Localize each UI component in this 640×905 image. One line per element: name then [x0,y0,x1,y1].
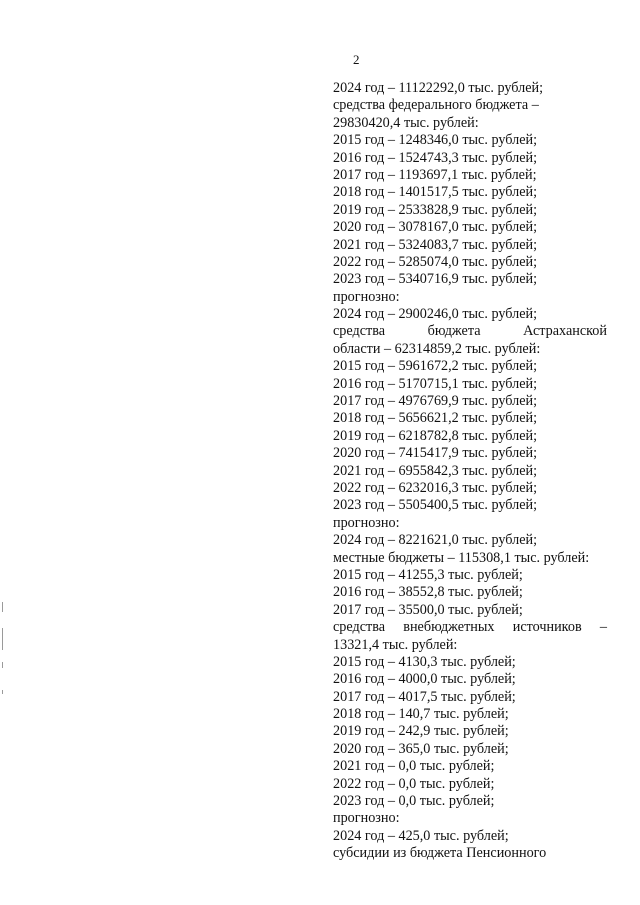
text-line: 2019 год – 2533828,9 тыс. рублей; [333,201,538,218]
text-line: прогнозно: [333,288,400,305]
text-line: 2021 год – 5324083,7 тыс. рублей; [333,236,538,253]
word: средства [333,323,386,340]
word: – [599,619,607,636]
text-line: 2021 год – 0,0 тыс. рублей; [333,758,495,775]
text-line: 2017 год – 35500,0 тыс. рублей; [333,601,523,618]
text-line: 2015 год – 4130,3 тыс. рублей; [333,653,516,670]
scan-artifact [2,662,3,668]
text-line: 2022 год – 6232016,3 тыс. рублей; [333,479,538,496]
text-line: прогнозно: [333,810,400,827]
text-line: 2024 год – 425,0 тыс. рублей; [333,827,509,844]
text-line: местные бюджеты – 115308,1 тыс. рублей: [333,549,590,566]
text-line: 2022 год – 0,0 тыс. рублей; [333,775,495,792]
text-line: 2020 год – 3078167,0 тыс. рублей; [333,219,538,236]
text-line: 2020 год – 365,0 тыс. рублей; [333,740,509,757]
word: бюджета [427,323,481,340]
text-line: 2015 год – 1248346,0 тыс. рублей; [333,132,538,149]
text-line: 2016 год – 5170715,1 тыс. рублей; [333,375,538,392]
text-line: 2015 год – 41255,3 тыс. рублей; [333,566,523,583]
text-line: 2021 год – 6955842,3 тыс. рублей; [333,462,538,479]
text-line: 2018 год – 1401517,5 тыс. рублей; [333,184,538,201]
text-line: 2016 год – 4000,0 тыс. рублей; [333,671,516,688]
page-number: 2 [353,52,360,67]
word: источников [512,619,582,636]
word: внебюджетных [403,619,495,636]
text-line: субсидии из бюджета Пенсионного [333,845,547,862]
text-line: 2017 год – 1193697,1 тыс. рублей; [333,166,537,183]
text-line: 2024 год – 8221621,0 тыс. рублей; [333,532,538,549]
word: средства [333,619,386,636]
text-line: 2020 год – 7415417,9 тыс. рублей; [333,445,538,462]
scan-artifact [2,690,3,694]
text-line: 2015 год – 5961672,2 тыс. рублей; [333,358,538,375]
text-line: прогнозно: [333,514,400,531]
text-line: 2023 год – 5505400,5 тыс. рублей; [333,497,538,514]
scan-artifact [2,602,3,612]
text-line: 2019 год – 242,9 тыс. рублей; [333,723,509,740]
text-line: 2023 год – 0,0 тыс. рублей; [333,793,495,810]
text-line: 2016 год – 1524743,3 тыс. рублей; [333,149,538,166]
justified-text-line [333,619,607,636]
text-line: области – 62314859,2 тыс. рублей: [333,340,541,357]
document-body-text [333,80,607,863]
text-line: 2024 год – 2900246,0 тыс. рублей; [333,306,538,323]
text-line: 2022 год – 5285074,0 тыс. рублей; [333,253,538,270]
text-line: 2018 год – 140,7 тыс. рублей; [333,706,509,723]
word: Астраханской [523,323,607,340]
text-line: 2016 год – 38552,8 тыс. рублей; [333,584,523,601]
text-line: средства федерального бюджета – [333,97,539,114]
text-line: 13321,4 тыс. рублей: [333,636,458,653]
justified-text-line [333,323,607,340]
text-line: 2017 год – 4017,5 тыс. рублей; [333,688,516,705]
text-line: 2019 год – 6218782,8 тыс. рублей; [333,427,538,444]
text-line: 29830420,4 тыс. рублей: [333,114,479,131]
scan-artifact [2,628,3,650]
text-line: 2023 год – 5340716,9 тыс. рублей; [333,271,538,288]
text-line: 2017 год – 4976769,9 тыс. рублей; [333,393,538,410]
text-line: 2018 год – 5656621,2 тыс. рублей; [333,410,538,427]
text-line: 2024 год – 11122292,0 тыс. рублей; [333,80,544,96]
